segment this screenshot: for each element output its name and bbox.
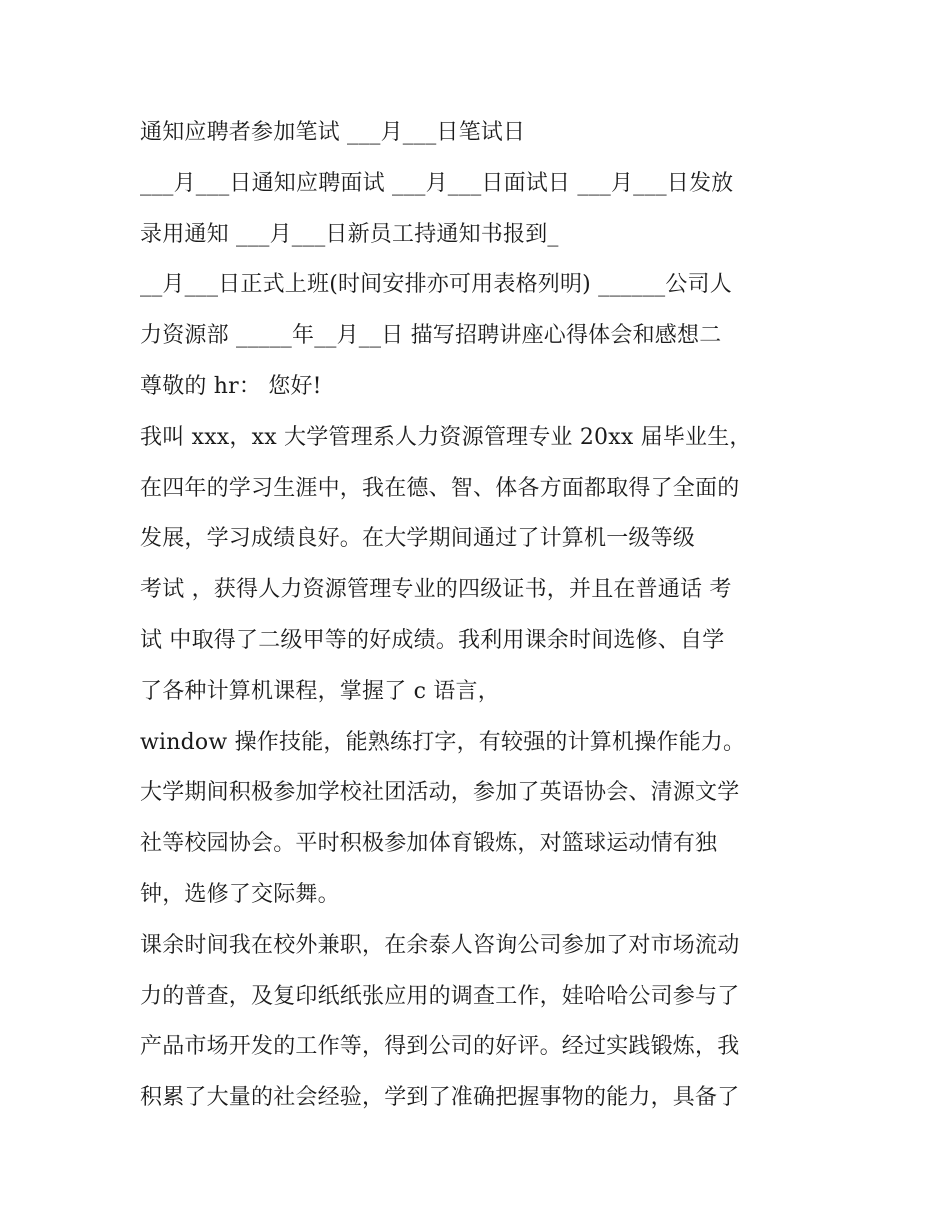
text-line: 考试 ，获得人力资源管理专业的四级证书，并且在普通话 考 [140, 577, 732, 603]
text-line: 积累了大量的社会经验，学到了准确把握事物的能力，具备了 [140, 1085, 740, 1111]
text-line: ___月___日通知应聘面试 ___月___日面试日 ___月___日发放 [140, 170, 734, 196]
text-line: 力资源部 _____年__月__日 描写招聘讲座心得体会和感想二 [140, 323, 722, 349]
text-line: 产品市场开发的工作等，得到公司的好评。经过实践锻炼，我 [140, 1034, 740, 1060]
text-line: 通知应聘者参加笔试 ___月___日笔试日 [140, 120, 526, 145]
text-line: 我叫 xxx，xx 大学管理系人力资源管理专业 20xx 届毕业生， [140, 424, 752, 450]
text-line: 在四年的学习生涯中，我在德、智、体各方面都取得了全面的 [140, 475, 740, 501]
text-line: 钟，选修了交际舞。 [140, 881, 340, 907]
text-line: 试 中取得了二级甲等的好成绩。我利用课余时间选修、自学 [140, 627, 725, 653]
document-body [140, 108, 830, 1124]
text-line: window 操作技能，能熟练打字，有较强的计算机操作能力。 [140, 729, 746, 755]
text-line: 发展，学习成绩良好。在大学期间通过了计算机一级等级 [140, 526, 696, 552]
text-line: 社等校园协会。平时积极参加体育锻炼，对篮球运动情有独 [140, 831, 718, 857]
text-line: __月___日正式上班(时间安排亦可用表格列明) ______公司人 [140, 272, 732, 298]
text-line: 尊敬的 hr： 您好! [140, 373, 322, 399]
text-line: 大学期间积极参加学校社团活动，参加了英语协会、清源文学 [140, 780, 740, 806]
text-line: 力的普查，及复印纸纸张应用的调查工作，娃哈哈公司参与了 [140, 983, 740, 1009]
text-line: 录用通知 ___月___日新员工持通知书报到_ [140, 221, 559, 247]
text-line: 了各种计算机课程，掌握了 c 语言， [140, 678, 500, 704]
text-line: 课余时间我在校外兼职，在余泰人咨询公司参加了对市场流动 [140, 932, 740, 958]
